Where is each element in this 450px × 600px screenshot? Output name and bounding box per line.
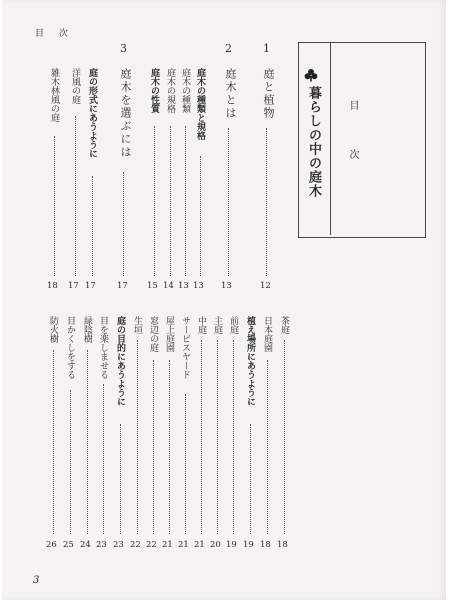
toc-subsection: 日本庭園 xyxy=(262,316,272,352)
running-head: 目 次 xyxy=(35,29,74,39)
leader-dots xyxy=(70,390,71,534)
leader-dots xyxy=(170,126,171,276)
toc-subsection: 洋風の庭 xyxy=(70,68,80,104)
page-ref: 23 xyxy=(113,540,124,550)
title-box-divider xyxy=(330,43,331,235)
leader-dots xyxy=(103,384,104,534)
leader-dots xyxy=(233,340,234,534)
chapter-title: 庭木とは xyxy=(224,68,237,120)
leader-dots xyxy=(53,350,54,534)
toc-subsection: 雑木林風の庭 xyxy=(49,68,59,122)
toc-subsection: 庭木の種類 xyxy=(180,68,190,113)
toc-subsection: 防火樹 xyxy=(48,316,58,343)
toc-subsection: 庭木の規格 xyxy=(165,68,175,113)
toc-subsection: 窓辺の庭 xyxy=(148,316,158,352)
page-ref: 22 xyxy=(130,540,141,550)
toc-subsection: 主庭 xyxy=(212,316,222,334)
page-ref: 23 xyxy=(96,540,107,550)
book-title: 暮らしの中の庭木 xyxy=(306,86,321,198)
leader-dots xyxy=(250,424,251,534)
leader-dots xyxy=(185,126,186,276)
page-ref: 13 xyxy=(221,281,232,291)
page-ref: 21 xyxy=(162,540,173,550)
toc-subsection: 目かくしをする xyxy=(65,316,75,379)
leader-dots xyxy=(92,176,93,276)
page-ref: 13 xyxy=(193,281,204,291)
toc-subsection: 緑陰樹 xyxy=(82,316,92,343)
leader-dots xyxy=(284,340,285,534)
toc-section: 庭の形式にあうように xyxy=(87,68,97,158)
toc-subsection: サービスヤード xyxy=(180,316,190,379)
toc-heading: 目 次 xyxy=(347,100,358,173)
toc-section: 庭木の種類と規格 xyxy=(195,68,205,140)
toc-section: 庭木の性質 xyxy=(149,68,159,113)
page-ref: 19 xyxy=(243,540,254,550)
chapter-title: 庭と植物 xyxy=(262,68,275,120)
leader-dots xyxy=(169,360,170,534)
leader-dots xyxy=(54,136,55,276)
leader-dots xyxy=(120,424,121,534)
leader-dots xyxy=(75,116,76,276)
leader-dots xyxy=(266,128,267,276)
trefoil-club-icon xyxy=(304,68,318,82)
toc-subsection: 中庭 xyxy=(196,316,206,334)
leader-dots xyxy=(154,126,155,276)
leader-dots xyxy=(87,350,88,534)
page-ref: 18 xyxy=(277,540,288,550)
page-number: 3 xyxy=(33,575,40,586)
page-ref: 15 xyxy=(147,281,158,291)
page-ref: 20 xyxy=(210,540,221,550)
toc-subsection: 前庭 xyxy=(228,316,238,334)
page-ref: 21 xyxy=(178,540,189,550)
book-page xyxy=(2,0,446,600)
chapter-number: 2 xyxy=(225,42,232,55)
leader-dots xyxy=(228,128,229,276)
leader-dots xyxy=(201,340,202,534)
page-ref: 22 xyxy=(146,540,157,550)
leader-dots xyxy=(217,340,218,534)
page-ref: 17 xyxy=(117,281,128,291)
toc-section: 庭の目的にあうように xyxy=(115,316,125,406)
chapter-number: 3 xyxy=(120,42,127,55)
page-ref: 13 xyxy=(178,281,189,291)
page-ref: 25 xyxy=(63,540,74,550)
leader-dots xyxy=(200,156,201,276)
leader-dots xyxy=(153,360,154,534)
page-ref: 12 xyxy=(260,281,271,291)
page-ref: 24 xyxy=(80,540,91,550)
chapter-title: 庭木を選ぶには xyxy=(119,68,132,159)
page-ref: 21 xyxy=(194,540,205,550)
leader-dots xyxy=(137,340,138,534)
page-ref: 17 xyxy=(68,281,79,291)
toc-subsection: 生垣 xyxy=(132,316,142,334)
chapter-number: 1 xyxy=(263,42,270,55)
leader-dots xyxy=(185,394,186,534)
page-ref: 18 xyxy=(260,540,271,550)
page-ref: 14 xyxy=(163,281,174,291)
page-ref: 19 xyxy=(226,540,237,550)
leader-dots xyxy=(267,360,268,534)
leader-dots xyxy=(123,172,124,276)
toc-subsection: 屋上庭園 xyxy=(164,316,174,352)
toc-section: 植え場所にあうように xyxy=(245,316,255,406)
page-ref: 18 xyxy=(47,281,58,291)
toc-subsection: 目を楽しませる xyxy=(98,316,108,379)
page-ref: 26 xyxy=(46,540,57,550)
toc-subsection: 茶庭 xyxy=(279,316,289,334)
page-ref: 17 xyxy=(85,281,96,291)
